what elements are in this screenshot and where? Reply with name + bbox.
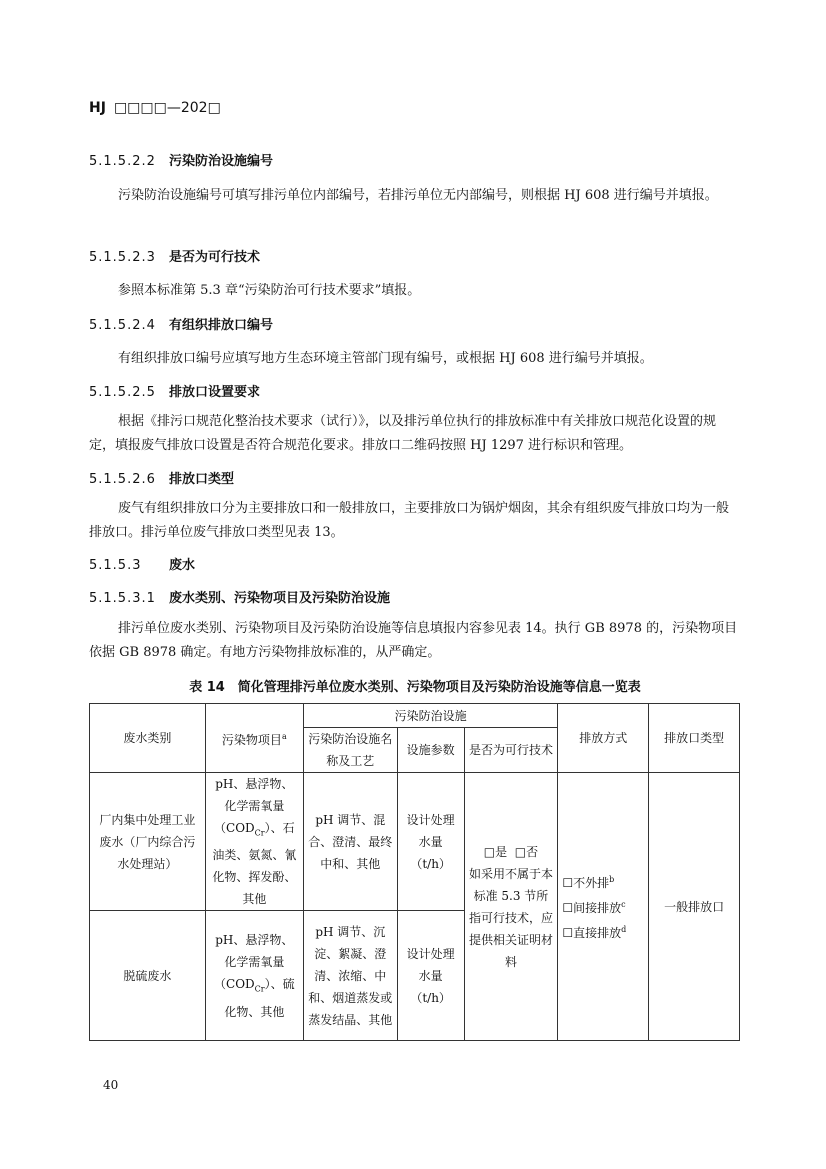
header-cell: 污染防治设施名称及工艺: [303, 728, 397, 773]
checkbox-no-discharge: ☐不外排$^b$: [562, 875, 615, 891]
table-cell: pH、悬浮物、化学需氧量$(COD_{Cr})$、硫化物、其他: [205, 911, 303, 1041]
section-paragraph: 排污单位废水类别、污染物项目及污染防治设施等信息填报内容参见表 14。执行 GB 8978 的，污染物项目依据 GB 8978 确定。有地方污染物排放标准的，从严确定。: [89, 621, 738, 660]
feasible-note: 如采用不属于本标准 5.3 节所指可行技术，应提供相关证明材料: [468, 866, 553, 969]
header-cell: 污染防治设施: [303, 704, 558, 728]
section-paragraph: 参照本标准第 5.3 章“污染防治可行技术要求”填报。: [118, 283, 421, 298]
section-paragraph: 有组织排放口编号应填写地方生态环境主管部门现有编号，或根据 HJ 608 进行编号并填报。: [118, 351, 653, 366]
header-cell: 废水类别: [90, 704, 206, 773]
standard-number: □□□□—202□: [113, 100, 221, 116]
wastewater-table: [89, 703, 740, 1041]
table-cell: 设计处理水量（t/h）: [397, 773, 464, 911]
header-cell: 污染物项目$^a$: [205, 704, 303, 773]
table-caption: 表 14 简化管理排污单位废水类别、污染物项目及污染防治设施等信息一览表: [189, 680, 641, 695]
header-cell: 排放方式: [558, 704, 649, 773]
header-cell: 排放口类型: [649, 704, 740, 773]
checkbox-direct-discharge: ☐直接排放$^d$: [562, 925, 627, 941]
table-cell: pH、悬浮物、化学需氧量$(COD_{Cr})$、石油类、氨氮、氰化物、挥发酚、其他: [205, 773, 303, 911]
section-paragraph: 根据《排污口规范化整治技术要求（试行）》，以及排污单位执行的排放标准中有关排放口规范化设置的规定，填报废气排放口设置是否符合规范化要求。排放口二维码按照 HJ 1297 进行标识和管理。: [89, 414, 717, 453]
section-paragraph: 废气有组织排放口分为主要排放口和一般排放口，主要排放口为锅炉烟囱，其余有组织废气排放口均为一般排放口。排污单位废气排放口类型见表 13。: [89, 501, 730, 540]
method-cell: [558, 773, 649, 1041]
section-paragraph: 污染防治设施编号可填写排污单位内部编号，若排污单位无内部编号，则根据 HJ 608 进行编号并填报。: [118, 188, 718, 203]
table-cell: 厂内集中处理工业废水（厂内综合污水处理站）: [90, 773, 206, 911]
feasible-options: [469, 841, 554, 863]
header-cell: 是否为可行技术: [464, 728, 558, 773]
table-cell: 设计处理水量（t/h）: [397, 911, 464, 1041]
table-cell: pH 调节、混合、澄清、最终中和、其他: [303, 773, 397, 911]
section-heading: 5.1.5.2.4 有组织排放口编号: [89, 318, 274, 333]
page-number: 40: [103, 1078, 119, 1092]
section-heading: 5.1.5.2.5 排放口设置要求: [89, 385, 261, 400]
section-heading: 5.1.5.2.6 排放口类型: [89, 472, 235, 487]
page-header: [89, 100, 221, 116]
table-row: [90, 773, 740, 911]
standard-code: HJ: [89, 100, 106, 116]
table-cell: pH 调节、沉淀、絮凝、澄清、浓缩、中和、烟道蒸发或蒸发结晶、其他: [303, 911, 397, 1041]
section-heading: 5.1.5.3.1 废水类别、污染物项目及污染防治设施: [89, 591, 391, 606]
checkbox-yes: □是: [483, 844, 508, 859]
table-cell: 脱硫废水: [90, 911, 206, 1041]
header-cell: 设施参数: [397, 728, 464, 773]
feasible-cell: [464, 773, 558, 1041]
section-heading: 5.1.5.2.3 是否为可行技术: [89, 250, 261, 265]
section-heading: 5.1.5.2.2 污染防治设施编号: [89, 154, 274, 169]
checkbox-indirect-discharge: ☐间接排放$^c$: [562, 900, 626, 916]
table-header-row: [90, 704, 740, 728]
outlet-cell: 一般排放口: [649, 773, 740, 1041]
section-heading: 5.1.5.3 废水: [89, 558, 196, 573]
checkbox-no: □否: [514, 844, 539, 859]
